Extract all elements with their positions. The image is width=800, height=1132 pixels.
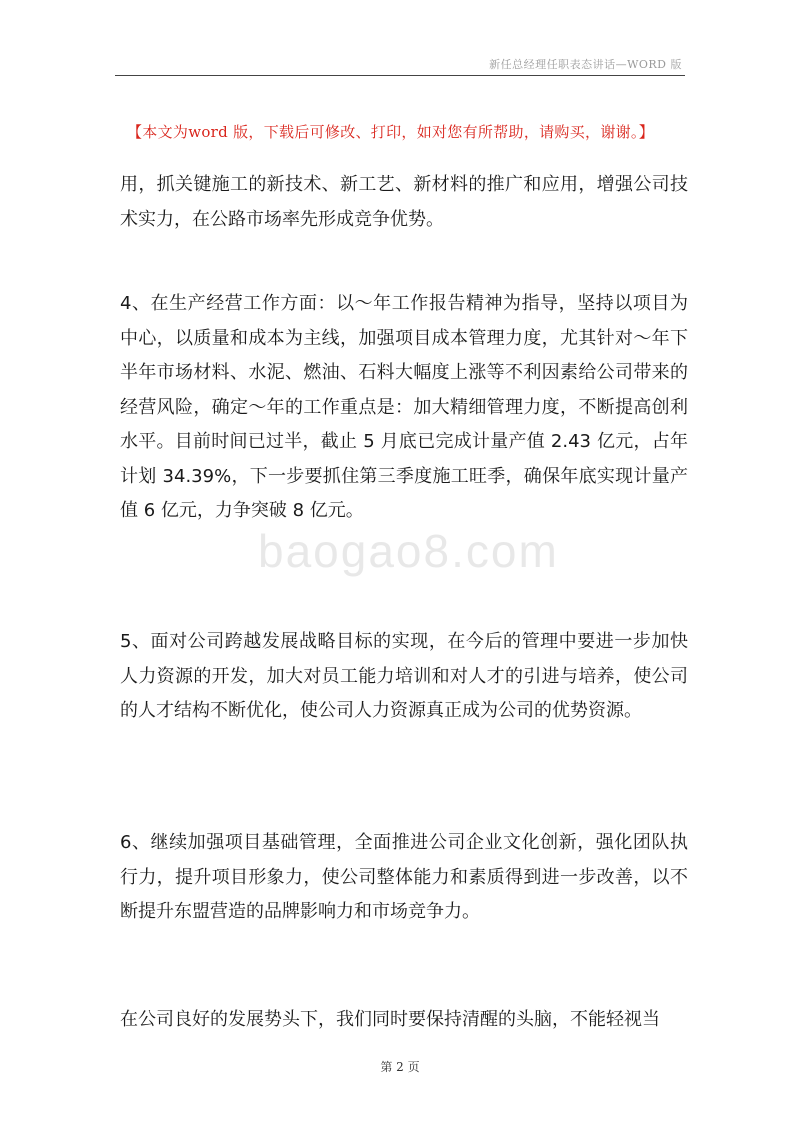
body-paragraph-2: 4、在生产经营工作方面：以～年工作报告精神为指导，坚持以项目为中心，以质量和成本为主线，加强项目成本管理力度，尤其针对～年下半年市场材料、水泥、燃油、石料大幅度上涨等不利因素给公司带来的经营风险，确定～年的工作重点是：加大精细管理力度，不断提高创利水平。目前时间已过半，截止 5 月底已完成计量产值 2.43 亿元，占年计划 34.39%，下一步要抓住第三季度施工旺季，确保年底实现计量产值 6 亿元，力争突破 8 亿元。 bbox=[120, 293, 688, 521]
body-paragraph-1: 用，抓关键施工的新技术、新工艺、新材料的推广和应用，增强公司技术实力，在公路市场率先形成竞争优势。 bbox=[120, 174, 688, 230]
page-number: 第 2 页 bbox=[380, 1060, 420, 1074]
body-paragraph-4: 6、继续加强项目基础管理，全面推进公司企业文化创新，强化团队执行力，提升项目形象力，使公司整体能力和素质得到进一步改善，以不断提升东盟营造的品牌影响力和市场竞争力。 bbox=[120, 832, 688, 922]
watermark: baogao8.com bbox=[258, 525, 559, 577]
body-paragraph-3: 5、面对公司跨越发展战略目标的实现，在今后的管理中要进一步加快人力资源的开发，加大对员工能力培训和对人才的引进与培养，使公司的人才结构不断优化，使公司人力资源真正成为公司的优势资源。 bbox=[120, 631, 688, 721]
body-paragraph-5: 在公司良好的发展势头下，我们同时要保持清醒的头脑，不能轻视当 bbox=[120, 1009, 660, 1030]
purchase-notice: 【本文为word 版，下载后可修改、打印，如对您有所帮助，请购买，谢谢。】 bbox=[127, 123, 655, 141]
header-divider bbox=[115, 75, 685, 76]
running-header: 新任总经理任职表态讲话—WORD 版 bbox=[489, 58, 682, 71]
